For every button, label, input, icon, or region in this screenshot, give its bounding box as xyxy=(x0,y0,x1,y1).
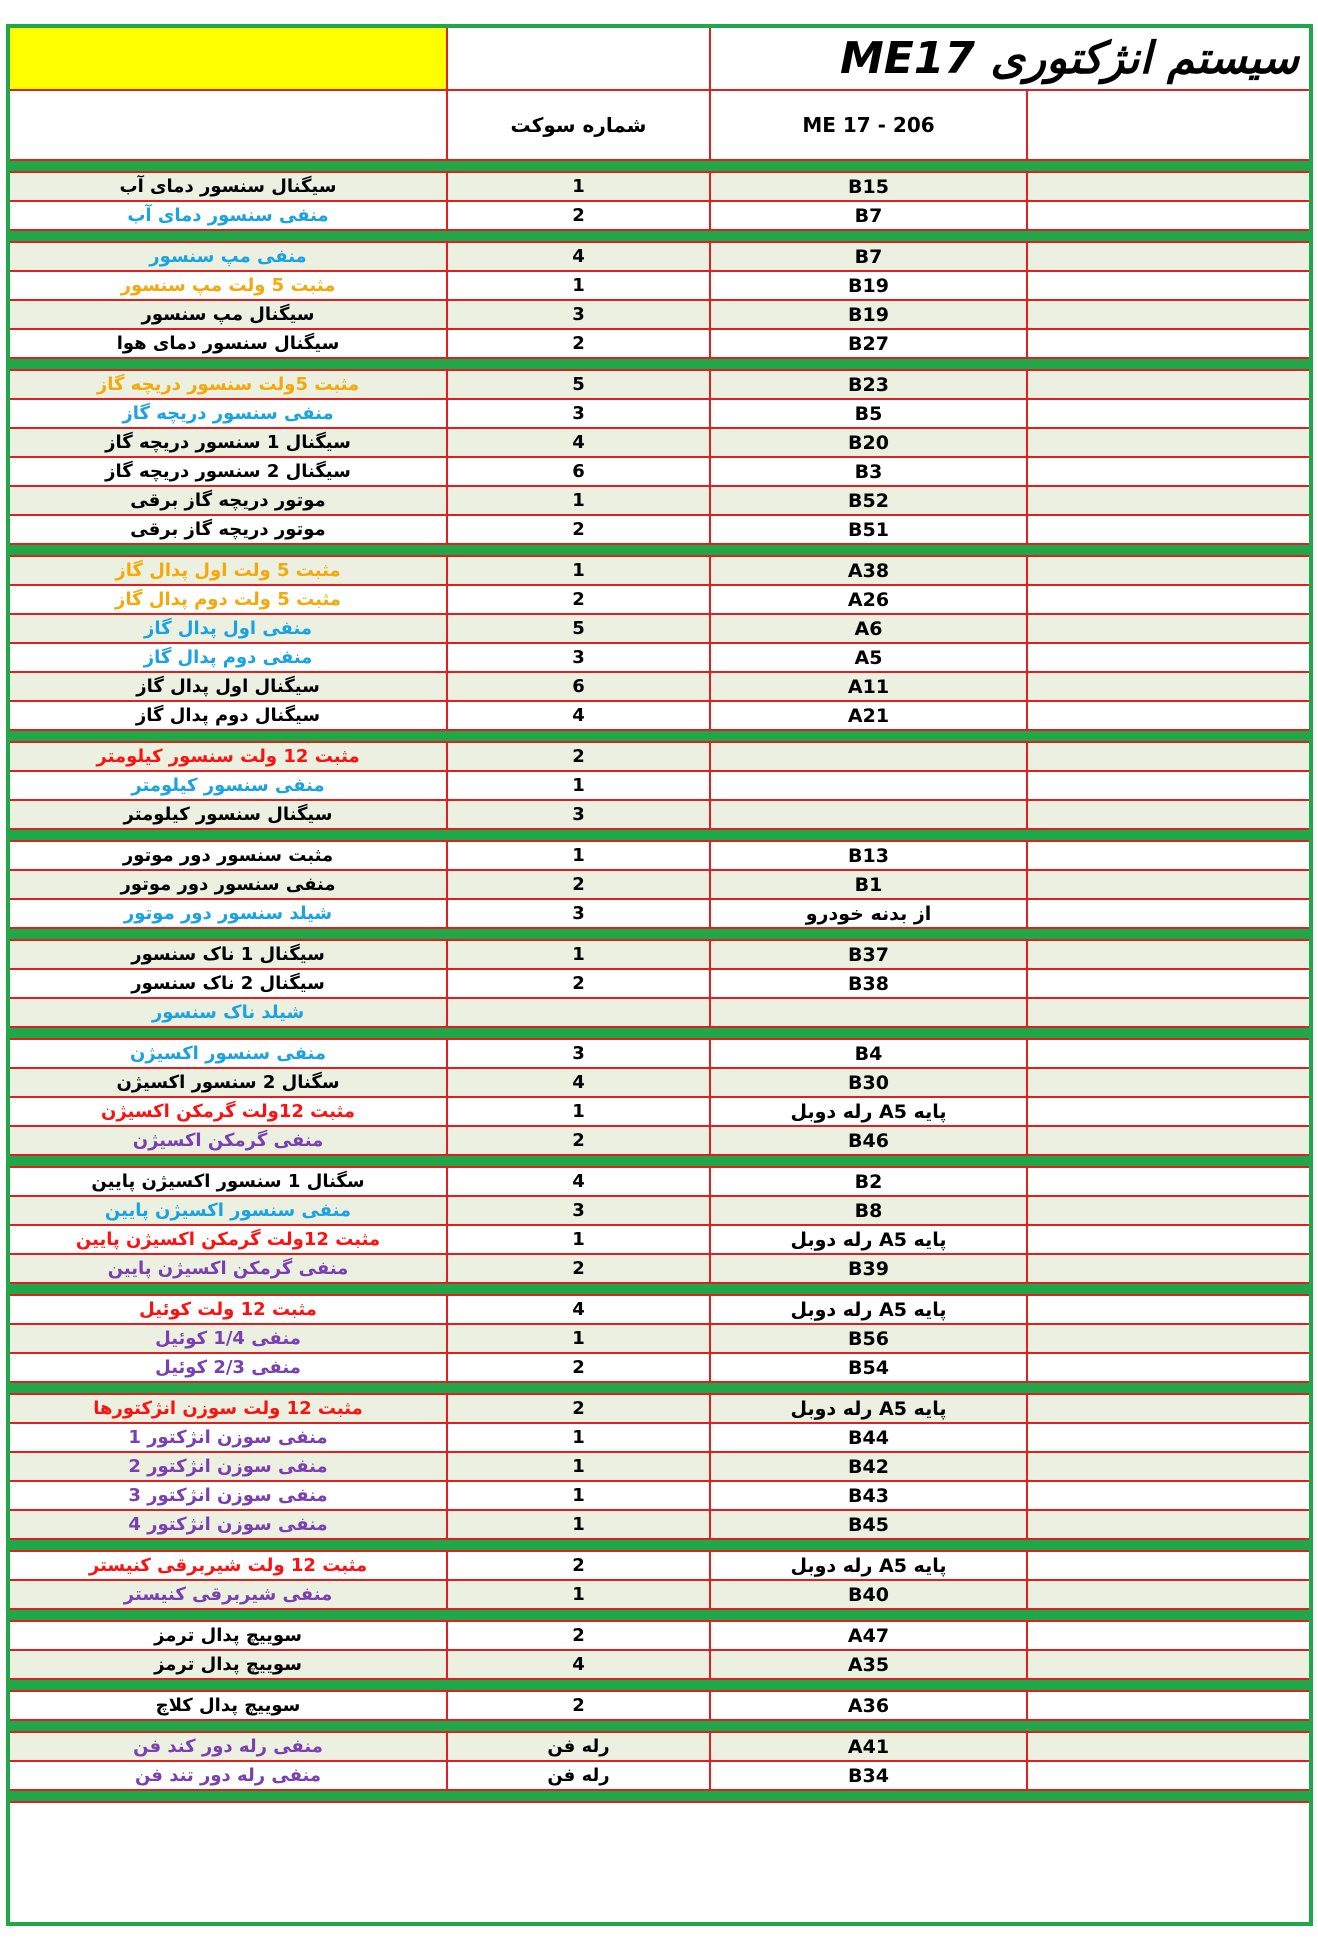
pin-description: سیگنال دوم پدال گاز xyxy=(10,702,448,729)
empty-cell xyxy=(1028,272,1309,299)
empty-cell xyxy=(1028,371,1309,398)
socket-number: 1 xyxy=(448,1482,711,1509)
table-row xyxy=(10,1168,1309,1197)
group-separator xyxy=(10,1610,1309,1622)
empty-cell xyxy=(1028,615,1309,642)
pin-description: منفی 2/3 کوئیل xyxy=(10,1354,448,1381)
ecu-pin: پایه A5 رله دوبل xyxy=(711,1226,1028,1253)
socket-number: رله فن xyxy=(448,1733,711,1760)
ecu-pin: B37 xyxy=(711,941,1028,968)
header-model-cell xyxy=(711,91,1028,159)
pin-description: منفی اول پدال گاز xyxy=(10,615,448,642)
empty-cell xyxy=(1028,1552,1309,1579)
pin-description: سیگنال سنسور کیلومتر xyxy=(10,801,448,828)
group-separator xyxy=(10,1028,1309,1040)
pin-description: سیگنال اول پدال گاز xyxy=(10,673,448,700)
table-row xyxy=(10,673,1309,702)
socket-number: 1 xyxy=(448,1098,711,1125)
empty-cell xyxy=(1028,772,1309,799)
group-separator xyxy=(10,1383,1309,1395)
pin-description: منفی سوزن انژکتور 4 xyxy=(10,1511,448,1538)
empty-cell xyxy=(1028,400,1309,427)
table-row xyxy=(10,999,1309,1028)
pinout-table xyxy=(6,24,1313,1926)
table-row xyxy=(10,1395,1309,1424)
empty-cell xyxy=(1028,900,1309,927)
header-desc-cell xyxy=(10,91,448,159)
title-row xyxy=(10,28,1309,91)
empty-cell xyxy=(1028,871,1309,898)
empty-cell xyxy=(1028,673,1309,700)
pin-description: منفی سنسور دور موتور xyxy=(10,871,448,898)
table-row xyxy=(10,272,1309,301)
table-row xyxy=(10,487,1309,516)
empty-cell xyxy=(1028,1762,1309,1789)
ecu-pin: B8 xyxy=(711,1197,1028,1224)
socket-number: 1 xyxy=(448,1581,711,1608)
pin-description: مثبت 12 ولت شیربرقی کنیستر xyxy=(10,1552,448,1579)
socket-number: 2 xyxy=(448,871,711,898)
pin-description: منفی رله دور تند فن xyxy=(10,1762,448,1789)
empty-cell xyxy=(1028,1296,1309,1323)
pin-description: منفی سنسور اکسیژن پایین xyxy=(10,1197,448,1224)
ecu-pin: B52 xyxy=(711,487,1028,514)
table-row xyxy=(10,516,1309,545)
ecu-pin: A38 xyxy=(711,557,1028,584)
empty-cell xyxy=(1028,458,1309,485)
socket-number: 2 xyxy=(448,1395,711,1422)
group-separator xyxy=(10,830,1309,842)
ecu-pin: B2 xyxy=(711,1168,1028,1195)
socket-number: 2 xyxy=(448,743,711,770)
empty-cell xyxy=(1028,1692,1309,1719)
table-row xyxy=(10,1325,1309,1354)
empty-cell xyxy=(1028,1581,1309,1608)
group-separator xyxy=(10,1680,1309,1692)
ecu-pin: B4 xyxy=(711,1040,1028,1067)
socket-number: 2 xyxy=(448,1622,711,1649)
pin-description: سوییچ پدال کلاچ xyxy=(10,1692,448,1719)
table-row xyxy=(10,1197,1309,1226)
empty-cell xyxy=(1028,1098,1309,1125)
empty-cell xyxy=(1028,1733,1309,1760)
socket-number: 2 xyxy=(448,970,711,997)
ecu-pin: B13 xyxy=(711,842,1028,869)
pin-description: منفی سنسور دریچه گاز xyxy=(10,400,448,427)
empty-cell xyxy=(1028,1226,1309,1253)
pin-description: منفی 1/4 کوئیل xyxy=(10,1325,448,1352)
table-row xyxy=(10,371,1309,400)
table-row xyxy=(10,557,1309,586)
table-row xyxy=(10,1482,1309,1511)
pin-description: مثبت 5 ولت دوم پدال گاز xyxy=(10,586,448,613)
pin-description: مثبت 12ولت گرمکن اکسیژن xyxy=(10,1098,448,1125)
ecu-pin: از بدنه خودرو xyxy=(711,900,1028,927)
ecu-pin: B39 xyxy=(711,1255,1028,1282)
ecu-pin: B27 xyxy=(711,330,1028,357)
ecu-pin: A21 xyxy=(711,702,1028,729)
ecu-pin: پایه A5 رله دوبل xyxy=(711,1552,1028,1579)
pin-description: منفی رله دور کند فن xyxy=(10,1733,448,1760)
socket-number: 1 xyxy=(448,842,711,869)
empty-cell xyxy=(1028,1255,1309,1282)
socket-number: 3 xyxy=(448,900,711,927)
empty-header-cell xyxy=(448,28,711,89)
empty-cell xyxy=(1028,586,1309,613)
socket-number: 2 xyxy=(448,516,711,543)
socket-number: 2 xyxy=(448,1255,711,1282)
socket-number: 1 xyxy=(448,272,711,299)
table-row xyxy=(10,743,1309,772)
ecu-pin xyxy=(711,801,1028,828)
table-row xyxy=(10,1733,1309,1762)
table-row xyxy=(10,1226,1309,1255)
ecu-pin: B44 xyxy=(711,1424,1028,1451)
pin-description: منفی سوزن انژکتور 1 xyxy=(10,1424,448,1451)
group-separator xyxy=(10,1791,1309,1803)
empty-cell xyxy=(1028,702,1309,729)
group-separator xyxy=(10,161,1309,173)
pin-description: مثبت 12 ولت سوزن انژکتورها xyxy=(10,1395,448,1422)
table-row xyxy=(10,1453,1309,1482)
empty-cell xyxy=(1028,516,1309,543)
socket-number: 4 xyxy=(448,1651,711,1678)
table-row xyxy=(10,1692,1309,1721)
ecu-pin: A47 xyxy=(711,1622,1028,1649)
socket-number: 2 xyxy=(448,1354,711,1381)
table-row xyxy=(10,941,1309,970)
pin-description: مثبت 5 ولت اول پدال گاز xyxy=(10,557,448,584)
pin-description: سوییچ پدال ترمز xyxy=(10,1651,448,1678)
table-row xyxy=(10,644,1309,673)
table-row xyxy=(10,1762,1309,1791)
empty-cell xyxy=(1028,1453,1309,1480)
socket-number: 1 xyxy=(448,1453,711,1480)
ecu-pin: A36 xyxy=(711,1692,1028,1719)
empty-cell xyxy=(1028,1127,1309,1154)
highlight-cell xyxy=(10,28,448,89)
group-separator xyxy=(10,231,1309,243)
ecu-pin: A6 xyxy=(711,615,1028,642)
group-separator xyxy=(10,929,1309,941)
pin-description: مثبت 12ولت گرمکن اکسیژن پایین xyxy=(10,1226,448,1253)
pin-description: سیگنال 2 ناک سنسور xyxy=(10,970,448,997)
empty-cell xyxy=(1028,941,1309,968)
ecu-pin: B3 xyxy=(711,458,1028,485)
empty-cell xyxy=(1028,557,1309,584)
socket-number: 1 xyxy=(448,487,711,514)
table-row xyxy=(10,615,1309,644)
empty-cell xyxy=(1028,1424,1309,1451)
group-separator xyxy=(10,359,1309,371)
pin-description: منفی گرمکن اکسیژن پایین xyxy=(10,1255,448,1282)
pin-description: منفی سوزن انژکتور 2 xyxy=(10,1453,448,1480)
empty-cell xyxy=(1028,1354,1309,1381)
table-row xyxy=(10,900,1309,929)
socket-number: 4 xyxy=(448,1069,711,1096)
ecu-pin: A26 xyxy=(711,586,1028,613)
socket-number: 5 xyxy=(448,615,711,642)
table-row xyxy=(10,801,1309,830)
empty-cell xyxy=(1028,1197,1309,1224)
ecu-pin: B38 xyxy=(711,970,1028,997)
ecu-pin: پایه A5 رله دوبل xyxy=(711,1395,1028,1422)
table-row xyxy=(10,1511,1309,1540)
socket-number: 2 xyxy=(448,1552,711,1579)
empty-cell xyxy=(1028,1325,1309,1352)
table-row xyxy=(10,1354,1309,1383)
ecu-pin: B42 xyxy=(711,1453,1028,1480)
page-title: سیستم انژکتوری ME17 xyxy=(839,33,1299,84)
socket-number: 4 xyxy=(448,1168,711,1195)
empty-cell xyxy=(1028,301,1309,328)
ecu-pin: B54 xyxy=(711,1354,1028,1381)
pin-description: سیگنال مپ سنسور xyxy=(10,301,448,328)
pin-description: سیگنال سنسور دمای هوا xyxy=(10,330,448,357)
pin-description: مثبت 12 ولت سنسور کیلومتر xyxy=(10,743,448,770)
empty-cell xyxy=(1028,644,1309,671)
empty-cell xyxy=(1028,202,1309,229)
table-row xyxy=(10,842,1309,871)
ecu-pin: A35 xyxy=(711,1651,1028,1678)
table-row xyxy=(10,1651,1309,1680)
socket-number: 2 xyxy=(448,1692,711,1719)
empty-cell xyxy=(1028,743,1309,770)
empty-cell xyxy=(1028,970,1309,997)
table-row xyxy=(10,970,1309,999)
table-row xyxy=(10,330,1309,359)
pin-description: مثبت 12 ولت کوئیل xyxy=(10,1296,448,1323)
socket-number: 3 xyxy=(448,301,711,328)
table-row xyxy=(10,1296,1309,1325)
table-row xyxy=(10,1581,1309,1610)
empty-cell xyxy=(1028,330,1309,357)
ecu-pin: B1 xyxy=(711,871,1028,898)
pin-description: مثبت 5 ولت مپ سنسور xyxy=(10,272,448,299)
group-separator xyxy=(10,1284,1309,1296)
empty-cell xyxy=(1028,1168,1309,1195)
socket-number: 3 xyxy=(448,801,711,828)
pin-description: منفی گرمکن اکسیژن xyxy=(10,1127,448,1154)
group-separator xyxy=(10,1721,1309,1733)
model-header: ME 17 - 206 xyxy=(802,113,935,137)
socket-number: 2 xyxy=(448,330,711,357)
socket-number: 4 xyxy=(448,429,711,456)
group-separator xyxy=(10,1156,1309,1168)
empty-cell xyxy=(1028,429,1309,456)
ecu-pin: B7 xyxy=(711,202,1028,229)
ecu-pin: B43 xyxy=(711,1482,1028,1509)
pin-description: مثبت سنسور دور موتور xyxy=(10,842,448,869)
pin-description: سیگنال 1 ناک سنسور xyxy=(10,941,448,968)
empty-cell xyxy=(1028,487,1309,514)
empty-cell xyxy=(1028,1482,1309,1509)
table-row xyxy=(10,429,1309,458)
table-row xyxy=(10,400,1309,429)
empty-cell xyxy=(1028,1069,1309,1096)
ecu-pin: A5 xyxy=(711,644,1028,671)
table-row xyxy=(10,301,1309,330)
pin-description: منفی سوزن انژکتور 3 xyxy=(10,1482,448,1509)
table-row xyxy=(10,772,1309,801)
pin-description: سگنال 1 سنسور اکسیژن پایین xyxy=(10,1168,448,1195)
table-row xyxy=(10,173,1309,202)
group-separator xyxy=(10,545,1309,557)
pin-description: منفی سنسور اکسیژن xyxy=(10,1040,448,1067)
ecu-pin: پایه A5 رله دوبل xyxy=(711,1098,1028,1125)
empty-cell xyxy=(1028,801,1309,828)
pin-description: منفی شیربرقی کنیستر xyxy=(10,1581,448,1608)
ecu-pin: A11 xyxy=(711,673,1028,700)
socket-number: 1 xyxy=(448,772,711,799)
ecu-pin: پایه A5 رله دوبل xyxy=(711,1296,1028,1323)
socket-number: 1 xyxy=(448,1511,711,1538)
column-header-row xyxy=(10,91,1309,161)
group-separator xyxy=(10,1540,1309,1552)
table-row xyxy=(10,1040,1309,1069)
empty-cell xyxy=(1028,1511,1309,1538)
empty-cell xyxy=(1028,1622,1309,1649)
socket-number: 1 xyxy=(448,173,711,200)
ecu-pin: B19 xyxy=(711,272,1028,299)
empty-cell xyxy=(1028,243,1309,270)
pin-description: موتور دریچه گاز برقی xyxy=(10,487,448,514)
ecu-pin: B45 xyxy=(711,1511,1028,1538)
empty-cell xyxy=(1028,999,1309,1026)
ecu-pin: B5 xyxy=(711,400,1028,427)
table-row xyxy=(10,871,1309,900)
table-row xyxy=(10,458,1309,487)
table-row xyxy=(10,1255,1309,1284)
table-row xyxy=(10,1622,1309,1651)
ecu-pin: B46 xyxy=(711,1127,1028,1154)
socket-header: شماره سوکت xyxy=(510,113,647,137)
pin-description: سگنال 2 سنسور اکسیژن xyxy=(10,1069,448,1096)
socket-number: 5 xyxy=(448,371,711,398)
socket-number: 2 xyxy=(448,586,711,613)
pin-description: شیلد سنسور دور موتور xyxy=(10,900,448,927)
ecu-pin: B19 xyxy=(711,301,1028,328)
table-row xyxy=(10,1069,1309,1098)
socket-number: 3 xyxy=(448,644,711,671)
socket-number: 1 xyxy=(448,941,711,968)
table-row xyxy=(10,1424,1309,1453)
socket-number: 1 xyxy=(448,1325,711,1352)
title-cell xyxy=(711,28,1309,89)
ecu-pin: B51 xyxy=(711,516,1028,543)
table-row xyxy=(10,1552,1309,1581)
empty-cell xyxy=(1028,1040,1309,1067)
pin-description: سوییچ پدال ترمز xyxy=(10,1622,448,1649)
ecu-pin: B23 xyxy=(711,371,1028,398)
table-row xyxy=(10,1098,1309,1127)
pin-description: سیگنال 1 سنسور دریچه گاز xyxy=(10,429,448,456)
socket-number: رله فن xyxy=(448,1762,711,1789)
ecu-pin xyxy=(711,772,1028,799)
ecu-pin: A41 xyxy=(711,1733,1028,1760)
ecu-pin: B56 xyxy=(711,1325,1028,1352)
pin-description: مثبت 5ولت سنسور دریچه گاز xyxy=(10,371,448,398)
socket-number: 1 xyxy=(448,1424,711,1451)
ecu-pin: B40 xyxy=(711,1581,1028,1608)
ecu-pin: B20 xyxy=(711,429,1028,456)
socket-number: 3 xyxy=(448,1197,711,1224)
pin-description: شیلد ناک سنسور xyxy=(10,999,448,1026)
pin-description: منفی سنسور کیلومتر xyxy=(10,772,448,799)
socket-number: 6 xyxy=(448,458,711,485)
socket-number xyxy=(448,999,711,1026)
pin-description: سیگنال سنسور دمای آب xyxy=(10,173,448,200)
socket-number: 3 xyxy=(448,400,711,427)
empty-cell xyxy=(1028,842,1309,869)
empty-cell xyxy=(1028,1395,1309,1422)
table-row xyxy=(10,586,1309,615)
pin-description: منفی دوم پدال گاز xyxy=(10,644,448,671)
ecu-pin: B15 xyxy=(711,173,1028,200)
pin-description: منفی مپ سنسور xyxy=(10,243,448,270)
socket-number: 4 xyxy=(448,702,711,729)
table-row xyxy=(10,702,1309,731)
table-body xyxy=(10,173,1309,1922)
socket-number: 1 xyxy=(448,557,711,584)
header-empty-cell xyxy=(1028,91,1309,159)
ecu-pin: B7 xyxy=(711,243,1028,270)
group-separator xyxy=(10,731,1309,743)
table-row xyxy=(10,243,1309,272)
pin-description: موتور دریچه گاز برقی xyxy=(10,516,448,543)
empty-cell xyxy=(1028,1651,1309,1678)
socket-number: 2 xyxy=(448,1127,711,1154)
ecu-pin xyxy=(711,743,1028,770)
header-socket-cell xyxy=(448,91,711,159)
socket-number: 1 xyxy=(448,1226,711,1253)
pin-description: سیگنال 2 سنسور دریچه گاز xyxy=(10,458,448,485)
ecu-pin: B30 xyxy=(711,1069,1028,1096)
socket-number: 2 xyxy=(448,202,711,229)
socket-number: 3 xyxy=(448,1040,711,1067)
pin-description: منفی سنسور دمای آب xyxy=(10,202,448,229)
empty-cell xyxy=(1028,173,1309,200)
socket-number: 4 xyxy=(448,243,711,270)
ecu-pin xyxy=(711,999,1028,1026)
socket-number: 4 xyxy=(448,1296,711,1323)
ecu-pin: B34 xyxy=(711,1762,1028,1789)
table-row xyxy=(10,202,1309,231)
socket-number: 6 xyxy=(448,673,711,700)
table-row xyxy=(10,1127,1309,1156)
